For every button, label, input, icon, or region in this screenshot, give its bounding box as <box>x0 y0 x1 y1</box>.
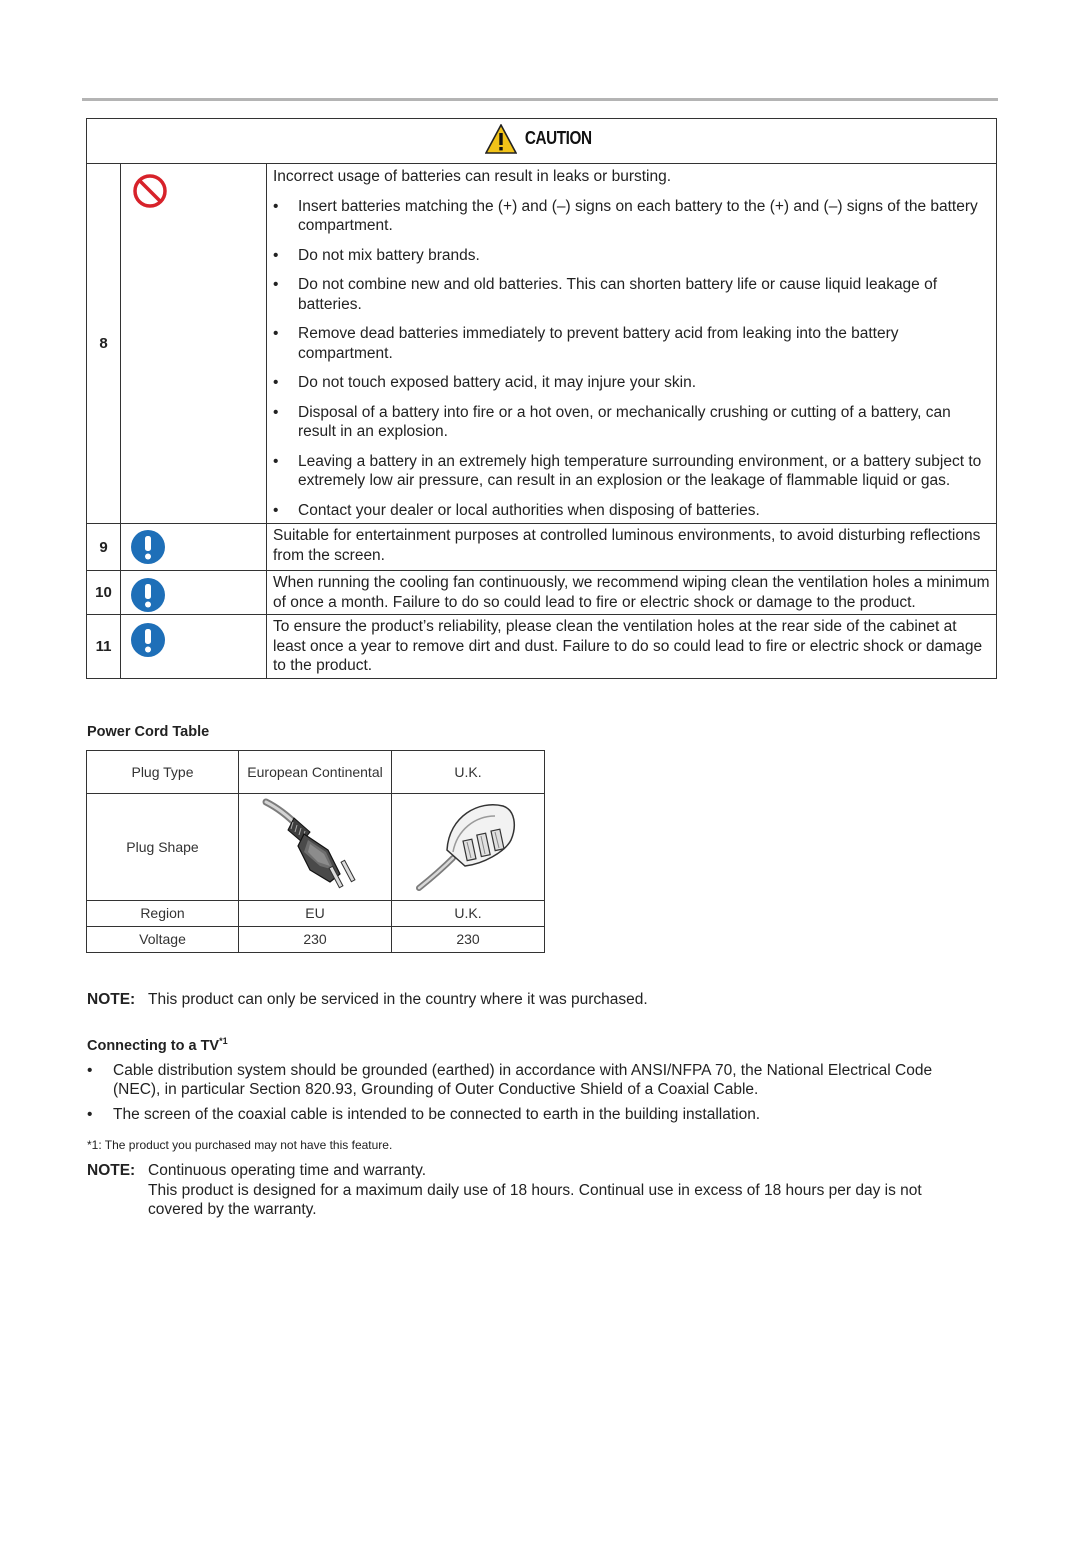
warning-triangle-icon <box>485 124 517 154</box>
top-rule <box>82 98 998 101</box>
note-heading: Continuous operating time and warranty. <box>148 1162 427 1179</box>
region-label: Region <box>87 901 239 927</box>
region-eu: EU <box>239 901 392 927</box>
note-text: This product can only be serviced in the country where it was purchased. <box>148 991 648 1008</box>
voltage-uk: 230 <box>392 927 545 953</box>
row-number: 9 <box>87 524 121 571</box>
note-body: This product is designed for a maximum daily use of 18 hours. Continual use in excess of 18 hours per day is not covered by the warranty. <box>148 1181 922 1218</box>
caution-title: CAUTION <box>525 128 592 148</box>
plug-shape-label: Plug Shape <box>87 794 239 901</box>
eu-plug-image <box>260 796 370 894</box>
plug-type-label: Plug Type <box>87 751 239 794</box>
service-note <box>87 991 648 1009</box>
caution-header <box>87 119 997 164</box>
voltage-eu: 230 <box>239 927 392 953</box>
row-intro: Incorrect usage of batteries can result in leaks or bursting. <box>273 168 672 185</box>
plug-type-uk: U.K. <box>392 751 545 794</box>
connecting-tv-title: Connecting to a TV$^{*1}$ <box>87 1036 228 1054</box>
caution-row-8 <box>87 164 997 524</box>
power-cord-table <box>86 750 545 953</box>
list-item: • Disposal of a battery into fire or a hot oven, or mechanically crushing or cutting of a battery, can result in an explosion. <box>273 403 991 442</box>
prohibition-icon <box>130 171 170 211</box>
note-label: NOTE: <box>87 1162 136 1179</box>
row-text: Suitable for entertainment purposes at controlled luminous environments, to avoid disturbing reflections from the screen. <box>267 524 997 571</box>
footnote-marker: *1 <box>219 1036 228 1046</box>
list-item: • Leaving a battery in an extremely high temperature surrounding environment, or a battery subject to extremely low air pressure, can result in an explosion or the leakage of flammable liquid or gas. <box>273 452 991 491</box>
caution-table <box>86 118 997 679</box>
list-item: • The screen of the coaxial cable is intended to be connected to earth in the building installation. <box>87 1105 977 1124</box>
note-label: NOTE: <box>87 991 136 1008</box>
battery-bullets <box>273 197 991 521</box>
mandatory-exclamation-icon <box>129 528 167 566</box>
list-item: • Cable distribution system should be grounded (earthed) in accordance with ANSI/NFPA 70, the National Electrical Code (NEC), in particular Section 820.93, Grounding of Outer Conductive Shield of a Coaxial Cable. <box>87 1061 977 1099</box>
tv-bullets <box>87 1061 977 1130</box>
row-number: 8 <box>87 164 121 524</box>
list-item: • Remove dead batteries immediately to prevent battery acid from leaking into the battery compartment. <box>273 324 991 363</box>
list-item: • Do not combine new and old batteries. This can shorten battery life or cause liquid leakage of batteries. <box>273 275 991 314</box>
list-item: • Insert batteries matching the (+) and (–) signs on each battery to the (+) and (–) signs of the battery compartment. <box>273 197 991 236</box>
list-item: • Do not touch exposed battery acid, it may injure your skin. <box>273 373 991 393</box>
caution-row-11 <box>87 615 997 679</box>
row-number: 10 <box>87 571 121 615</box>
list-item: • Do not mix battery brands. <box>273 246 991 266</box>
caution-row-10 <box>87 571 997 615</box>
voltage-label: Voltage <box>87 927 239 953</box>
row-text: When running the cooling fan continuously, we recommend wiping clean the ventilation holes a minimum of once a month. Failure to do so could lead to fire or electric shock or damage to the product. <box>267 571 997 615</box>
caution-row-9 <box>87 524 997 571</box>
plug-type-eu: European Continental <box>239 751 392 794</box>
footnote: *1: The product you purchased may not have this feature. <box>87 1138 393 1152</box>
mandatory-exclamation-icon <box>129 621 167 659</box>
row-text: To ensure the product’s reliability, please clean the ventilation holes at the rear side of the cabinet at least once a year to remove dirt and dust. Failure to do so could lead to fire or electric shock or damage to the product. <box>267 615 997 679</box>
power-cord-title: Power Cord Table <box>87 724 210 740</box>
list-item: • Contact your dealer or local authorities when disposing of batteries. <box>273 501 991 521</box>
warranty-note <box>87 1161 967 1220</box>
mandatory-exclamation-icon <box>129 576 167 614</box>
uk-plug-image <box>413 796 523 894</box>
row-number: 11 <box>87 615 121 679</box>
region-uk: U.K. <box>392 901 545 927</box>
